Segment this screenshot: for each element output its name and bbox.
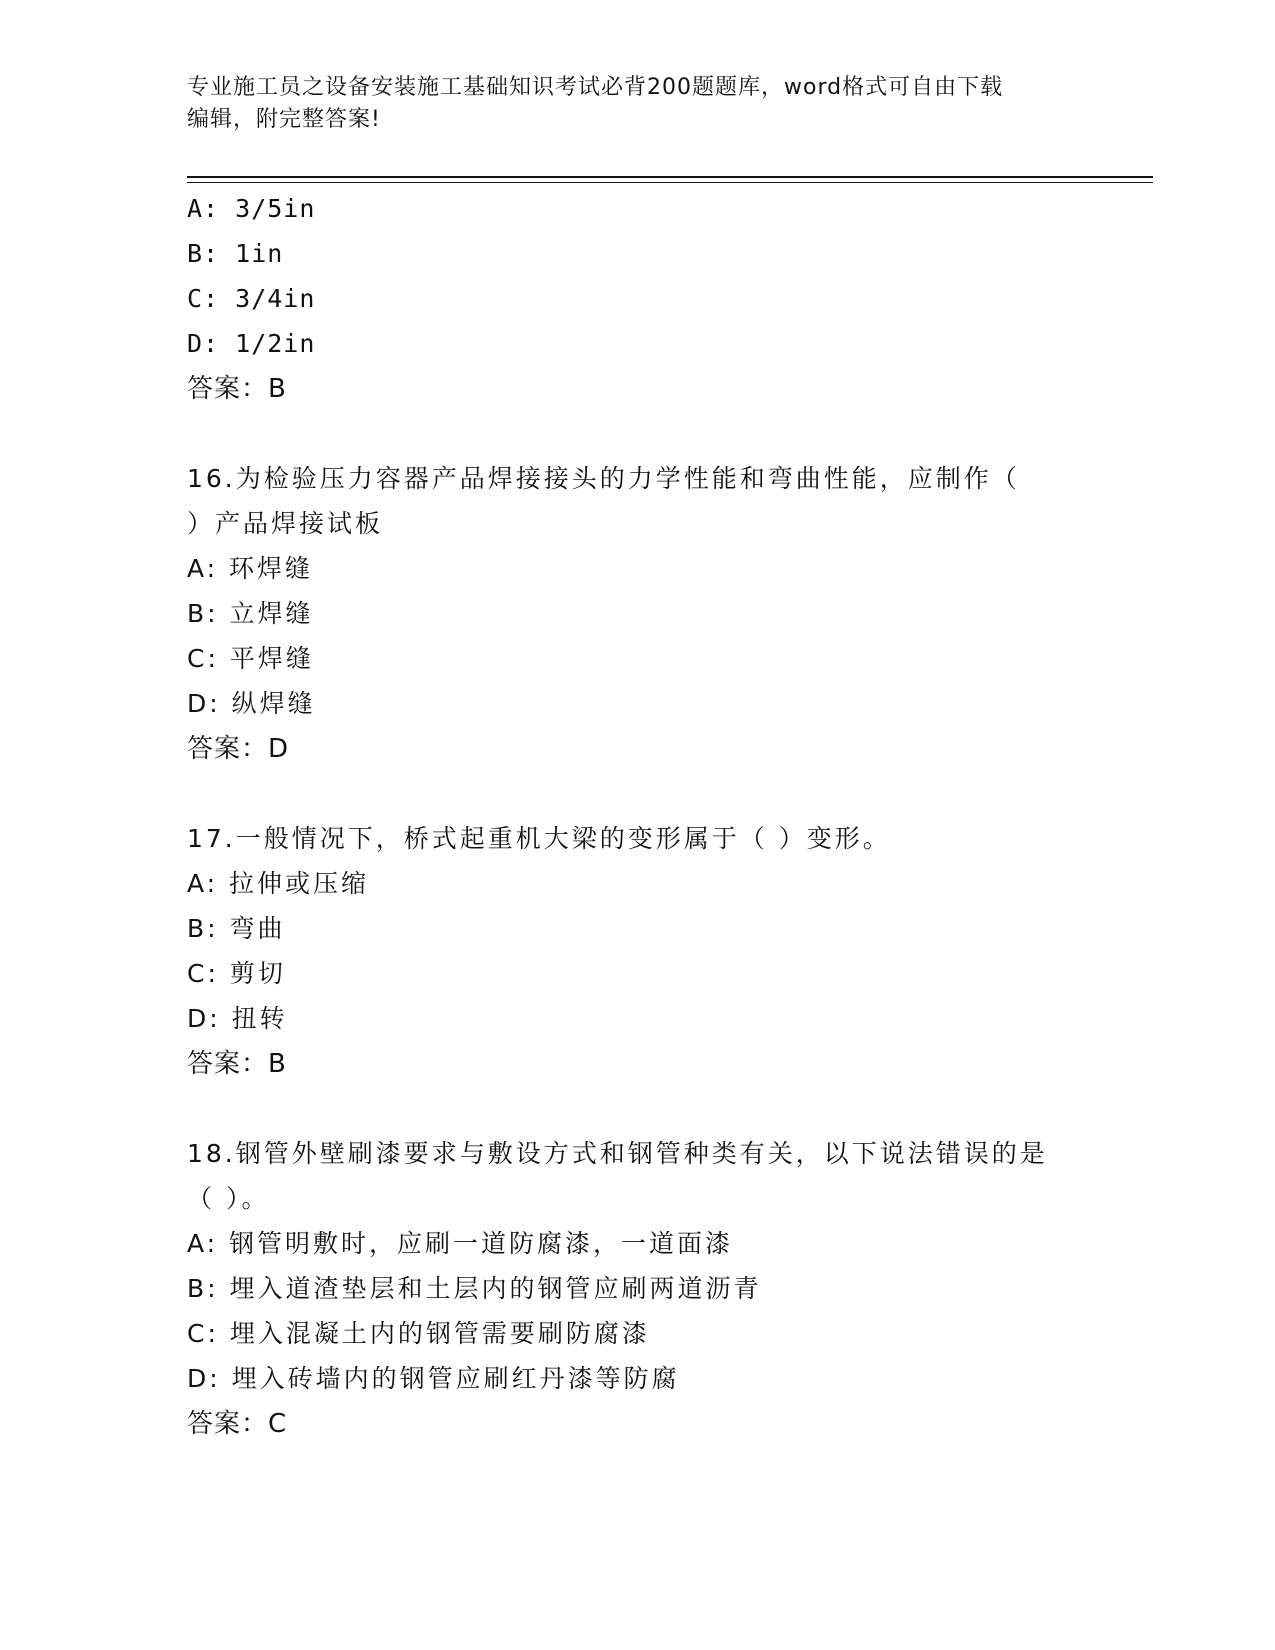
- q18-option-d: D: 埋入砖墙内的钢管应刷红丹漆等防腐: [187, 1364, 680, 1393]
- q15-option-a: A: 3/5in: [187, 194, 316, 223]
- q18-option-a: A: 钢管明敷时，应刷一道防腐漆，一道面漆: [187, 1229, 734, 1258]
- q16-option-c: C: 平焊缝: [187, 644, 314, 673]
- q18-stem-line-2: （ ）。: [187, 1184, 270, 1213]
- q18-option-b: B: 埋入道渣垫层和土层内的钢管应刷两道沥青: [187, 1274, 762, 1303]
- q15-option-c: C: 3/4in: [187, 284, 316, 313]
- q17-option-d: D: 扭转: [187, 1004, 288, 1033]
- q18-option-c: C: 埋入混凝土内的钢管需要刷防腐漆: [187, 1319, 650, 1348]
- header-divider-thick: [187, 176, 1153, 178]
- document-header: [187, 72, 1067, 136]
- q17-option-a: A: 拉伸或压缩: [187, 869, 370, 898]
- q17-answer: 答案：B: [187, 1049, 287, 1079]
- q17-option-c: C: 剪切: [187, 959, 286, 988]
- q18-answer: 答案：C: [187, 1409, 288, 1439]
- q15-answer: 答案：B: [187, 374, 287, 404]
- q17-option-b: B: 弯曲: [187, 914, 286, 943]
- header-line-1: 专业施工员之设备安装施工基础知识考试必背200题题库，word格式可自由下载: [187, 75, 1004, 100]
- header-divider-thin: [187, 182, 1153, 183]
- q16-stem-line-2: ）产品焊接试板: [187, 509, 384, 538]
- q16-answer: 答案：D: [187, 734, 290, 764]
- q16-option-b: B: 立焊缝: [187, 599, 314, 628]
- q16-option-a: A: 环焊缝: [187, 554, 314, 583]
- q15-option-b: B: 1in: [187, 239, 284, 268]
- q18-stem-line-1: 18.钢管外壁刷漆要求与敷设方式和钢管种类有关，以下说法错误的是: [187, 1139, 1048, 1168]
- header-line-2: 编辑，附完整答案!: [187, 107, 381, 132]
- q16-option-d: D: 纵焊缝: [187, 689, 316, 718]
- q17-stem-line-1: 17.一般情况下，桥式起重机大梁的变形属于（ ）变形。: [187, 824, 891, 853]
- q16-stem-line-1: 16.为检验压力容器产品焊接接头的力学性能和弯曲性能，应制作（: [187, 464, 1020, 493]
- q15-option-d: D: 1/2in: [187, 329, 316, 358]
